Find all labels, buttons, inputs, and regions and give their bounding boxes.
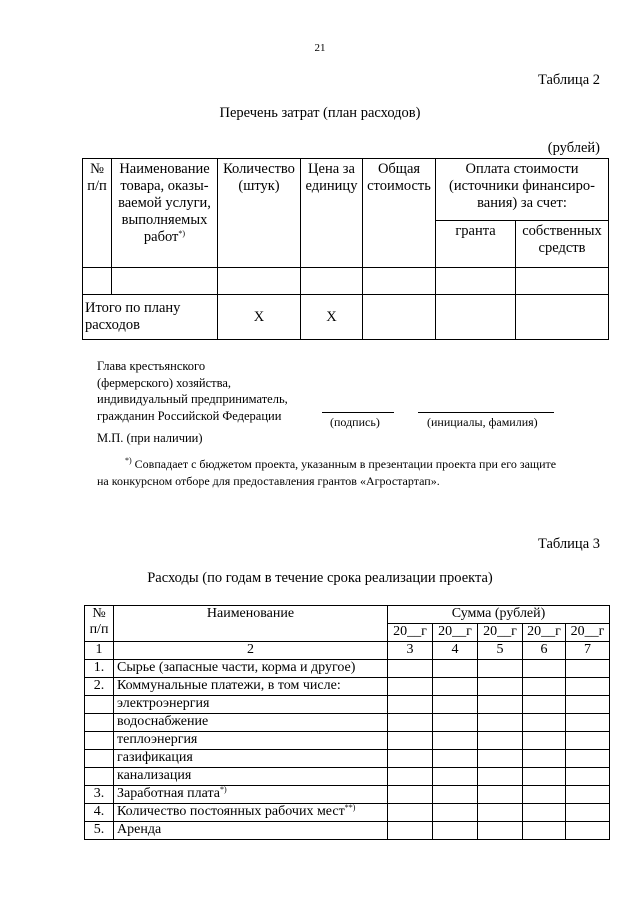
year-value-cell: [566, 750, 610, 768]
year-value-cell: [433, 732, 478, 750]
page-number: 21: [314, 42, 326, 54]
total-price: Х: [301, 295, 363, 340]
year-value-cell: [523, 750, 566, 768]
row-name: теплоэнергия: [114, 732, 388, 750]
table-row: [85, 660, 610, 678]
table-row: [85, 804, 610, 822]
table-row: [85, 678, 610, 696]
row-name: Заработная плата*): [114, 786, 388, 804]
year-value-cell: [566, 678, 610, 696]
year-value-cell: [523, 696, 566, 714]
footnote-mark: *): [219, 785, 227, 794]
year-value-cell: [388, 732, 433, 750]
year-value-cell: [523, 660, 566, 678]
year-value-cell: [388, 804, 433, 822]
signature-block: Глава крестьянского (фермерского) хозяйства, индивидуальный предприниматель, гражданин Российской Федерации: [97, 359, 288, 423]
name-caption: (инициалы, фамилия): [427, 415, 538, 429]
footnote-line-2: на конкурсном отборе для предоставления грантов «Агростартап».: [97, 474, 440, 488]
header-sum: Сумма (рублей): [388, 606, 610, 624]
year-value-cell: [433, 822, 478, 840]
footnote-mark: *): [178, 229, 186, 238]
year-value-cell: [433, 678, 478, 696]
table-row: [85, 750, 610, 768]
year-value-cell: [433, 786, 478, 804]
year-value-cell: [478, 714, 523, 732]
total-row: [83, 295, 609, 340]
year-value-cell: [566, 696, 610, 714]
year-value-cell: [566, 660, 610, 678]
table2-unit: (рублей): [547, 140, 600, 156]
year-value-cell: [478, 768, 523, 786]
footnote-mark: **): [344, 803, 356, 812]
year-value-cell: [433, 750, 478, 768]
year-value-cell: [388, 714, 433, 732]
row-name: Коммунальные платежи, в том числе:: [114, 678, 388, 696]
header-num: № п/п: [85, 606, 114, 642]
year-value-cell: [566, 822, 610, 840]
year-value-cell: [523, 768, 566, 786]
row-name: Аренда: [114, 822, 388, 840]
year-value-cell: [478, 804, 523, 822]
header-year: 20__г: [433, 624, 478, 642]
year-value-cell: [523, 786, 566, 804]
year-value-cell: [388, 696, 433, 714]
year-value-cell: [433, 804, 478, 822]
table-row: [85, 732, 610, 750]
year-value-cell: [478, 822, 523, 840]
row-num: 1.: [85, 660, 114, 678]
year-value-cell: [478, 660, 523, 678]
year-value-cell: [478, 750, 523, 768]
row-name: Количество постоянных рабочих мест**): [114, 804, 388, 822]
year-value-cell: [433, 696, 478, 714]
footnote-line-1: *) Совпадает с бюджетом проекта, указанным в презентации проекта при его защите: [125, 456, 557, 471]
year-value-cell: [523, 714, 566, 732]
header-item-name: Наименование товара, оказы- ваемой услуги, выполняемых работ*): [112, 159, 218, 268]
total-label: Итого по плану расходов: [83, 295, 218, 340]
year-value-cell: [566, 714, 610, 732]
table3-caption: Таблица 3: [537, 536, 600, 552]
header-year: 20__г: [523, 624, 566, 642]
table-row: [85, 786, 610, 804]
signature-line: [322, 412, 394, 413]
year-value-cell: [388, 678, 433, 696]
name-line: [418, 412, 554, 413]
header-year: 20__г: [388, 624, 433, 642]
year-value-cell: [566, 768, 610, 786]
header-num: № п/п: [83, 159, 112, 268]
year-value-cell: [433, 660, 478, 678]
year-value-cell: [433, 768, 478, 786]
year-value-cell: [433, 714, 478, 732]
row-num: [85, 714, 114, 732]
expenses-by-year-table: [84, 605, 610, 840]
header-payment-sources: Оплата стоимости (источники финансиро- вания) за счет:: [436, 159, 609, 221]
header-grant: гранта: [436, 221, 516, 268]
year-value-cell: [523, 732, 566, 750]
year-value-cell: [523, 822, 566, 840]
header-unit-price: Цена за единицу: [301, 159, 363, 268]
row-name: канализация: [114, 768, 388, 786]
year-value-cell: [388, 822, 433, 840]
row-num: [85, 750, 114, 768]
table-row: [85, 768, 610, 786]
year-value-cell: [478, 678, 523, 696]
year-value-cell: [478, 786, 523, 804]
empty-row: [83, 268, 609, 295]
row-num: 2.: [85, 678, 114, 696]
year-value-cell: [523, 678, 566, 696]
table-row: [85, 822, 610, 840]
row-num: [85, 768, 114, 786]
year-value-cell: [566, 786, 610, 804]
total-qty: Х: [218, 295, 301, 340]
header-year: 20__г: [478, 624, 523, 642]
row-name: газификация: [114, 750, 388, 768]
row-name: Сырье (запасные части, корма и другое): [114, 660, 388, 678]
signature-caption: (подпись): [330, 415, 380, 429]
column-numbers-row: 1 2 3 4 5 6 7: [85, 642, 610, 660]
year-value-cell: [566, 804, 610, 822]
table3-title: Расходы (по годам в течение срока реализации проекта): [147, 570, 493, 586]
header-quantity: Количество (штук): [218, 159, 301, 268]
header-year: 20__г: [566, 624, 610, 642]
year-value-cell: [388, 660, 433, 678]
table-row: [85, 696, 610, 714]
row-name: электроэнергия: [114, 696, 388, 714]
header-own-funds: собственных средств: [516, 221, 609, 268]
table2-caption: Таблица 2: [537, 72, 600, 88]
cost-list-table: [82, 158, 609, 340]
table2-title: Перечень затрат (план расходов): [219, 105, 421, 121]
row-num: 3.: [85, 786, 114, 804]
year-value-cell: [388, 750, 433, 768]
year-value-cell: [388, 786, 433, 804]
year-value-cell: [566, 732, 610, 750]
row-num: [85, 696, 114, 714]
stamp-note: М.П. (при наличии): [97, 431, 203, 445]
row-name: водоснабжение: [114, 714, 388, 732]
table-row: [85, 714, 610, 732]
year-value-cell: [478, 732, 523, 750]
year-value-cell: [523, 804, 566, 822]
row-num: 5.: [85, 822, 114, 840]
year-value-cell: [478, 696, 523, 714]
row-num: 4.: [85, 804, 114, 822]
year-value-cell: [388, 768, 433, 786]
header-name: Наименование: [114, 606, 388, 642]
header-total-cost: Общая стоимость: [363, 159, 436, 268]
row-num: [85, 732, 114, 750]
